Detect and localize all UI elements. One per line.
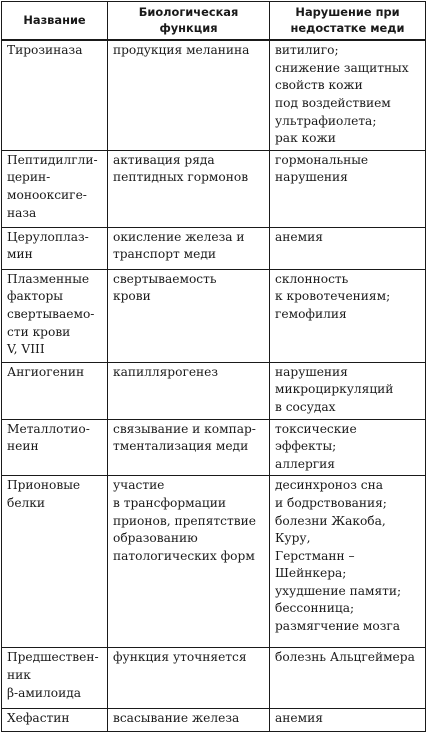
table-row [2,40,426,150]
cell-disorder: нарушения микроциркуляций в сосудах [270,362,426,419]
cell-disorder: анемия [270,709,426,732]
table-header-row [2,2,426,41]
cell-function: свертываемость крови [108,269,270,362]
cell-name: Плазменные факторы свертываемо- сти крови V, VIII [2,269,108,362]
cell-function: активация ряда пептидных гормонов [108,150,270,227]
header-disorder: Нарушение при недостатке меди [270,2,426,41]
cell-name: Прионовые белки [2,476,108,648]
cell-name: Предшествен- ник β-амилоида [2,648,108,709]
cell-disorder: токсические эффекты; аллергия [270,419,426,476]
cell-disorder: болезнь Альцгеймера [270,648,426,709]
header-function: Биологическая функция [108,2,270,41]
cell-name: Металлотио- неин [2,419,108,476]
cell-disorder: анемия [270,227,426,269]
cell-function: продукция меланина [108,40,270,150]
table-row [2,362,426,419]
cell-name: Хефастин [2,709,108,732]
table-row [2,648,426,709]
table-row [2,709,426,732]
cell-function: связывание и компар- тментализация меди [108,419,270,476]
cell-disorder: витилиго; снижение защитных свойств кожи под воздействием ультрафиолета; рак кожи [270,40,426,150]
cell-name: Ангиогенин [2,362,108,419]
table-row [2,150,426,227]
cell-function: участие в трансформации прионов, препятствие образованию патологических форм [108,476,270,648]
cell-function: капиллярогенез [108,362,270,419]
table-row [2,419,426,476]
header-name: Название [2,2,108,41]
cell-disorder: склонность к кровотечениям; гемофилия [270,269,426,362]
table-row [2,269,426,362]
cell-name: Пептидилгли- церин- монооксиге- наза [2,150,108,227]
table-row [2,227,426,269]
copper-enzymes-table [1,1,426,732]
cell-disorder: гормональные нарушения [270,150,426,227]
cell-function: окисление железа и транспорт меди [108,227,270,269]
cell-name: Тирозиназа [2,40,108,150]
table-row [2,476,426,648]
cell-disorder: десинхроноз сна и бодрствования; болезни Жакоба, Куру, Герстманн – Шейнкера; ухудшение памяти; бессонница; размягчение мозга [270,476,426,648]
cell-function: функция уточняется [108,648,270,709]
cell-function: всасывание железа [108,709,270,732]
cell-name: Церулоплаз- мин [2,227,108,269]
